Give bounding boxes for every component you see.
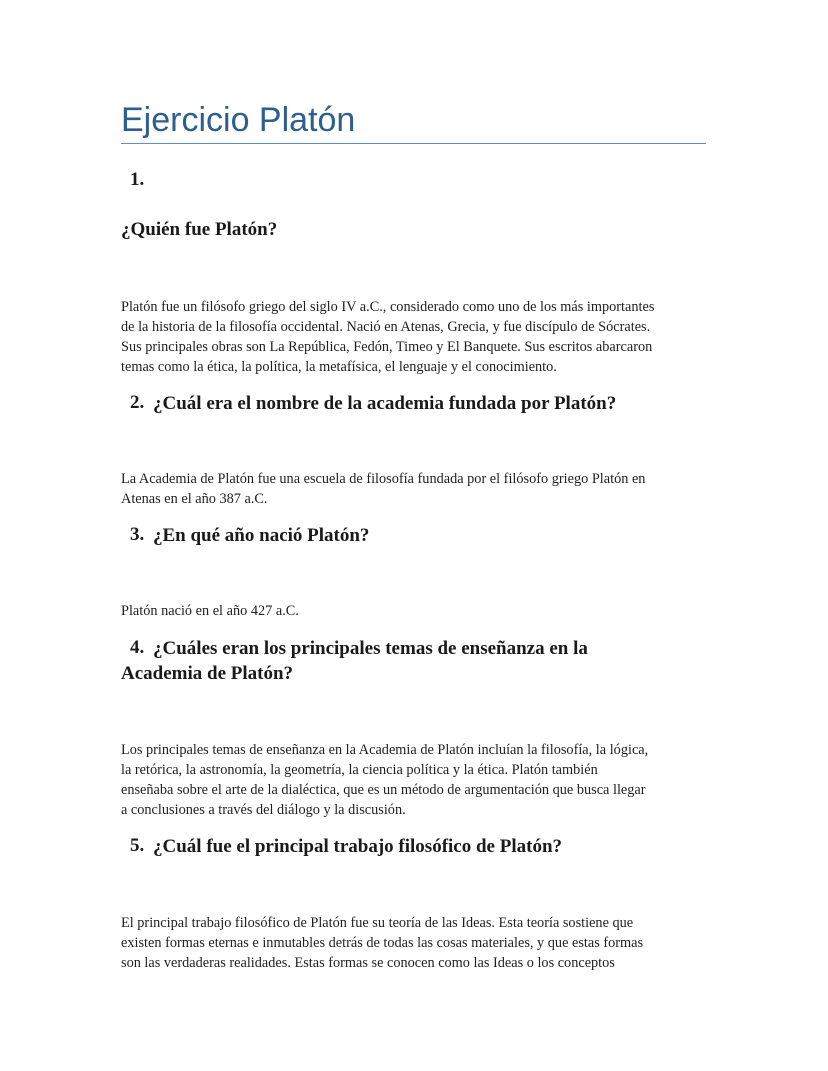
document-title: Ejercicio Platón — [121, 101, 356, 139]
answer-4-line: a conclusiones a través del diálogo y la discusión. — [121, 802, 406, 818]
answer-4-line: la retórica, la astronomía, la geometría, la ciencia política y la ética. Platón también — [121, 762, 598, 778]
answer-1-line: Sus principales obras son La República, Fedón, Timeo y El Banquete. Sus escritos abarcaron — [121, 339, 653, 355]
answer-4-line: enseñaba sobre el arte de la dialéctica, que es un método de argumentación que busca llegar — [121, 782, 646, 798]
answer-1-line: temas como la ética, la política, la metafísica, el lenguaje y el conocimiento. — [121, 359, 557, 375]
answer-4 — [121, 740, 721, 820]
answer-5-line: son las verdaderas realidades. Estas formas se conocen como las Ideas o los conceptos — [121, 955, 615, 971]
question-5-number: 5. — [130, 835, 145, 856]
answer-5 — [121, 913, 721, 973]
answer-1 — [121, 297, 721, 377]
answer-5-line: El principal trabajo filosófico de Platón fue su teoría de las Ideas. Esta teoría sostiene que — [121, 915, 634, 931]
question-4-heading: ¿Cuáles eran los principales temas de enseñanza en la — [153, 638, 588, 659]
answer-5-line: existen formas eternas e inmutables detrás de todas las cosas materiales, y que estas formas — [121, 935, 644, 951]
answer-4-line: Los principales temas de enseñanza en la Academia de Platón incluían la filosofía, la lógica, — [121, 742, 649, 758]
question-1-number: 1. — [130, 169, 145, 190]
answer-3 — [121, 601, 721, 621]
title-underline — [121, 143, 706, 144]
question-2-heading: ¿Cuál era el nombre de la academia fundada por Platón? — [153, 393, 617, 414]
question-4-heading-line2: Academia de Platón? — [121, 663, 294, 684]
question-1-heading: ¿Quién fue Platón? — [121, 219, 278, 240]
answer-3-line: Platón nació en el año 427 a.C. — [121, 603, 299, 619]
question-2-number: 2. — [130, 392, 145, 413]
question-3-heading: ¿En qué año nació Platón? — [153, 525, 370, 546]
answer-1-line: Platón fue un filósofo griego del siglo IV a.C., considerado como uno de los más importantes — [121, 299, 655, 315]
answer-2-line: Atenas en el año 387 a.C. — [121, 491, 268, 507]
question-3-number: 3. — [130, 524, 145, 545]
answer-2 — [121, 469, 721, 509]
answer-2-line: La Academia de Platón fue una escuela de filosofía fundada por el filósofo griego Platón en — [121, 471, 646, 487]
answer-1-line: de la historia de la filosofía occidental. Nació en Atenas, Grecia, y fue discípulo de Sócrates. — [121, 319, 651, 335]
question-5-heading: ¿Cuál fue el principal trabajo filosófico de Platón? — [153, 836, 563, 857]
question-4-number: 4. — [130, 637, 145, 658]
